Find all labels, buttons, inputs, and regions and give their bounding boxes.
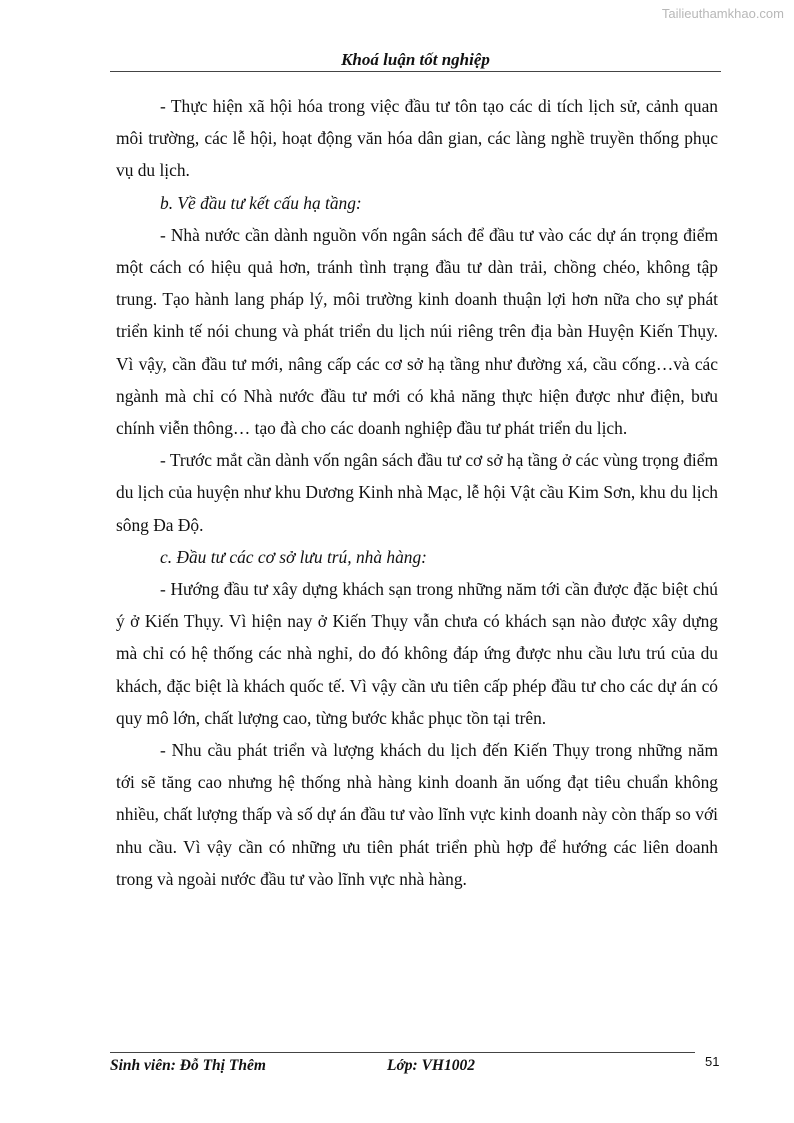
footer-divider <box>110 1052 695 1053</box>
paragraph-socialization: - Thực hiện xã hội hóa trong việc đầu tư tôn tạo các di tích lịch sử, cảnh quan môi trường, các lễ hội, hoạt động văn hóa dân gian, các làng nghề truyền thống phục vụ du lịch. <box>116 96 718 181</box>
paragraph-state-budget: - Nhà nước cần dành nguồn vốn ngân sách để đầu tư vào các dự án trọng điểm một cách có hiệu quả hơn, tránh tình trạng đầu tư dàn trải, chồng chéo, không tập trung. Tạo hành lang pháp lý, môi trường kinh doanh thuận lợi hơn nữa cho sự phát triển kinh tế nói chung và phát triển du lịch núi riêng trên địa bàn Huyện Kiến Thụy. Vì vậy, cần đầu tư mới, nâng cấp các cơ sở hạ tầng như đường xá, cầu cống…và các ngành mà chỉ có Nhà nước đầu tư mới có khả năng thực hiện được như điện, bưu chính viễn thông… tạo đà cho các doanh nghiệp đầu tư phát triển du lịch. <box>116 224 718 439</box>
page-header-title: Khoá luận tốt nghiệp <box>341 50 490 69</box>
watermark: Tailieuthamkhao.com <box>661 6 784 21</box>
paragraph-hotels: - Hướng đầu tư xây dựng khách sạn trong những năm tới cần được đặc biệt chú ý ở Kiến Thụy. Vì hiện nay ở Kiến Thụy vẫn chưa có khách sạn nào được xây dựng mà chỉ có hệ thống các nhà nghỉ, do đó không đáp ứng được nhu cầu lưu trú của du khách, đặc biệt là khách quốc tế. Vì vậy cần ưu tiên cấp phép đầu tư cho các dự án có quy mô lớn, chất lượng cao, từng bước khắc phục tồn tại trên. <box>116 579 718 728</box>
section-heading-accommodation: c. Đầu tư các cơ sở lưu trú, nhà hàng: <box>160 546 427 567</box>
footer-student-name: Sinh viên: Đỗ Thị Thêm <box>110 1057 266 1074</box>
paragraph-priority-areas: - Trước mắt cần dành vốn ngân sách đầu tư cơ sở hạ tầng ở các vùng trọng điểm du lịch của huyện như khu Dương Kinh nhà Mạc, lễ hội Vật cầu Kim Sơn, khu du lịch sông Đa Độ. <box>116 450 718 535</box>
header-divider <box>110 71 721 72</box>
document-body <box>116 90 718 895</box>
page-number: 51 <box>705 1054 720 1069</box>
paragraph-restaurants: - Nhu cầu phát triển và lượng khách du lịch đến Kiến Thụy trong những năm tới sẽ tăng cao nhưng hệ thống nhà hàng kinh doanh ăn uống đạt tiêu chuẩn không nhiều, chất lượng thấp và số dự án đầu tư vào lĩnh vực kinh doanh này còn thấp so với nhu cầu. Vì vậy cần có những ưu tiên phát triển phù hợp để hướng các liên doanh trong và ngoài nước đầu tư vào lĩnh vực nhà hàng. <box>116 740 718 889</box>
footer-class: Lớp: VH1002 <box>387 1057 475 1074</box>
section-heading-infrastructure: b. Về đầu tư kết cấu hạ tầng: <box>160 192 362 213</box>
